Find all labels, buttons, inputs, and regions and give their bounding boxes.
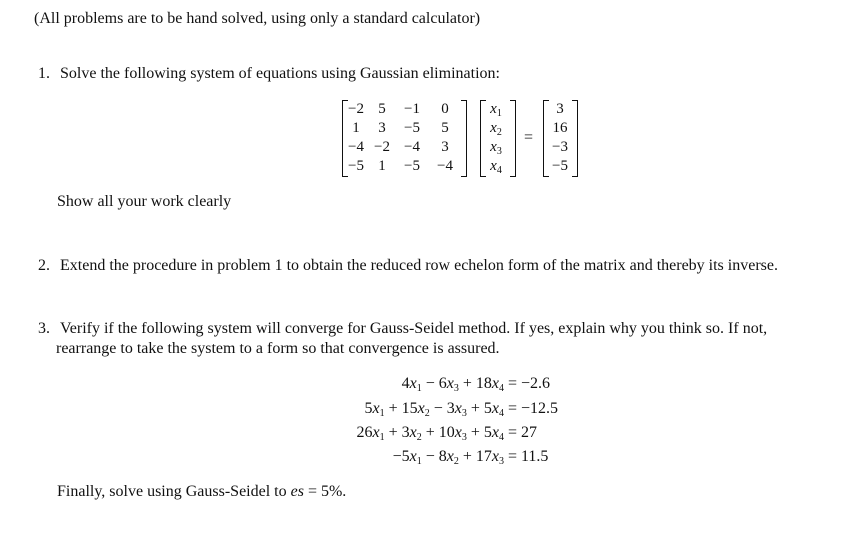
equation-rhs: = −2.6 xyxy=(508,375,551,392)
problem-3-footer: Finally, solve using Gauss-Seidel to es = 5%. xyxy=(57,483,347,500)
equation-4 xyxy=(393,449,549,465)
matrix-a-entry: 3 xyxy=(378,120,386,136)
vector-x-right-bracket xyxy=(510,100,516,177)
equation-rhs: = 11.5 xyxy=(508,448,549,465)
problem-3-text-line2: rearrange to take the system to a form so that convergence is assured. xyxy=(56,340,500,357)
problem-1-statement xyxy=(38,66,500,82)
problem-1-number: 1. xyxy=(38,65,50,82)
matrix-a-entry: −2 xyxy=(348,101,364,117)
problem-2-statement xyxy=(38,258,778,274)
matrix-a-right-bracket xyxy=(461,100,467,177)
equation-3 xyxy=(356,425,537,441)
matrix-a-entry: −2 xyxy=(374,139,390,155)
equation-lhs: $5x_1 + 15x_2 - 3x_3 + 5x_4$ xyxy=(364,400,504,419)
matrix-a-entry: 5 xyxy=(378,101,386,117)
matrix-a-entry: −5 xyxy=(348,158,364,174)
matrix-a-entry: −1 xyxy=(404,101,420,117)
problem-3-statement xyxy=(38,321,767,337)
equation-lhs: $26x_1 + 3x_2 + 10x_3 + 5x_4$ xyxy=(356,424,504,443)
matrix-a-entry: 1 xyxy=(352,120,360,136)
vector-b-entry: −3 xyxy=(552,139,568,155)
equation-rhs: = 27 xyxy=(508,424,538,441)
equation-lhs: $4x_1 - 6x_3 + 18x_4$ xyxy=(401,375,504,394)
matrix-a-entry: −4 xyxy=(348,139,364,155)
problem-2-text: Extend the procedure in problem 1 to obtain the reduced row echelon form of the matrix and thereby its inverse. xyxy=(60,257,778,274)
vector-x-entry: $x_4$ xyxy=(490,158,502,176)
vector-x-entry: $x_3$ xyxy=(490,139,502,157)
equals-sign: = xyxy=(524,129,534,146)
problem-2-number: 2. xyxy=(38,257,50,274)
vector-b-entry: −5 xyxy=(552,158,568,174)
matrix-a-entry: 5 xyxy=(441,120,449,136)
matrix-a-entry: −5 xyxy=(404,120,420,136)
equation-1 xyxy=(402,376,550,392)
matrix-a-entry: 3 xyxy=(441,139,449,155)
vector-x-entry: $x_1$ xyxy=(490,101,502,119)
matrix-a-entry: −4 xyxy=(404,139,420,155)
matrix-a-entry: 1 xyxy=(378,158,386,174)
equation-rhs: = −12.5 xyxy=(508,400,559,417)
vector-x-entry: $x_2$ xyxy=(490,120,502,138)
equation-2 xyxy=(364,401,558,417)
matrix-a-entry: −5 xyxy=(404,158,420,174)
problem-3-number: 3. xyxy=(38,320,50,337)
matrix-a-entry: −4 xyxy=(437,158,453,174)
problem-3-text-line1: Verify if the following system will converge for Gauss-Seidel method. If yes, explain why you think so. If not, xyxy=(60,320,768,337)
instructions-note: (All problems are to be hand solved, using only a standard calculator) xyxy=(34,10,481,27)
matrix-a-entry: 0 xyxy=(441,101,449,117)
problem-1-footer: Show all your work clearly xyxy=(57,193,232,210)
vector-b-entry: 16 xyxy=(552,120,568,136)
vector-b-entry: 3 xyxy=(556,101,564,117)
equation-lhs: $-5x_1 - 8x_2 + 17x_3$ xyxy=(392,448,504,467)
problem-1-text: Solve the following system of equations using Gaussian elimination: xyxy=(60,65,500,82)
